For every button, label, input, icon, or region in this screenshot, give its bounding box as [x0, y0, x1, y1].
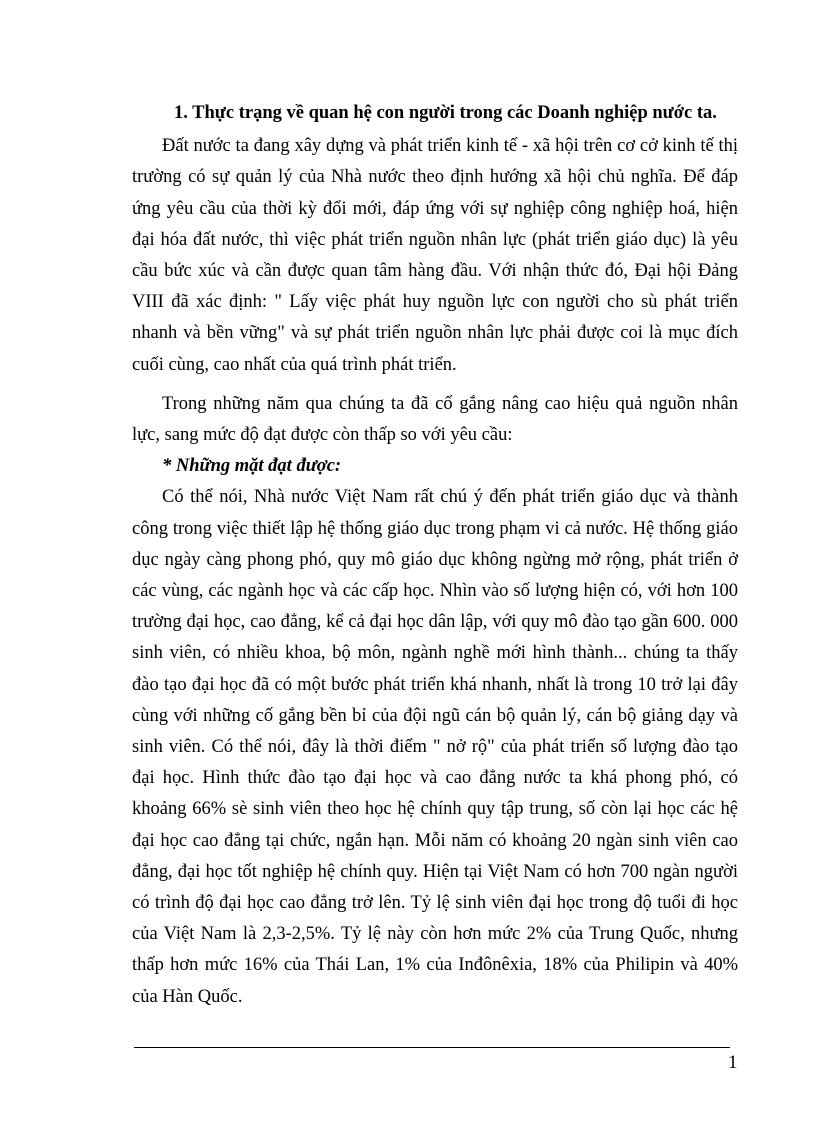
paragraph-achievements: Có thể nói, Nhà nước Việt Nam rất chú ý đến phát triển giáo dục và thành công trong việc thiết lập hệ thống giáo dục trong phạm vi cả nước. Hệ thống giáo dục ngày càng phong phó, quy mô giáo dục không ngừng mở rộng, phát triển ở các vùng, các ngành học và các cấp học. Nhìn vào số lượng hiện có, với hơn 100 trường đại học, cao đẳng, kể cả đại học dân lập, với quy mô đào tạo gần 600. 000 sinh viên, có nhiều khoa, bộ môn, ngành nghề mới hình thành... chúng ta thấy đào tạo đại học đã có một bước phát triển khá nhanh, nhất là trong 10 trở lại đây cùng với những cố gắng bền bỉ của đội ngũ cán bộ quản lý, cán bộ giảng dạy và sinh viên. Có thể nói, đây là thời điểm " nở rộ" của phát triển số lượng đào tạo đại học. Hình thức đào tạo đại học và cao đẳng nước ta khá phong phó, có khoảng 66% sè sinh viên theo học hệ chính quy tập trung, số còn lại học các hệ đại học cao đẳng tại chức, ngắn hạn. Mỗi năm có khoảng 20 ngàn sinh viên cao đẳng, đại học tốt nghiệp hệ chính quy. Hiện tại Việt Nam có hơn 700 ngàn người có trình độ đại học cao đẳng trở lên. Tỷ lệ sinh viên đại học trong độ tuổi đi học của Việt Nam là 2,3-2,5%. Tỷ lệ này còn hơn mức 2% của Trung Quốc, nhưng thấp hơn mức 16% của Thái Lan, 1% của Inđônêxia, 18% của Philipin và 40% của Hàn Quốc.	[132, 487, 738, 1007]
footer-divider	[134, 1047, 730, 1048]
page-body	[132, 98, 738, 1013]
paragraph-efforts: Trong những năm qua chúng ta đã cố gắng nâng cao hiệu quả nguồn nhân lực, sang mức độ đạt được còn thấp so với yêu cầu:	[132, 393, 738, 446]
subsection-heading: * Những mặt đạt được:	[162, 456, 342, 477]
page-number: 1	[728, 1052, 738, 1073]
section-heading: 1. Thực trạng về quan hệ con người trong các Doanh nghiệp nước ta.	[174, 103, 717, 123]
paragraph-intro: Đất nước ta đang xây dựng và phát triển kinh tế - xã hội trên cơ cở kinh tế thị trường có sự quản lý của Nhà nước theo định hướng xã hội chủ nghĩa. Để đáp ứng yêu cầu của thời kỳ đổi mới, đáp ứng với sự nghiệp công nghiệp hoá, hiện đại hóa đất nước, thì việc phát triển nguồn nhân lực (phát triển giáo dục) là yêu cầu bức xúc và cần được quan tâm hàng đầu. Với nhận thức đó, Đại hội Đảng VIII đã xác định: " Lấy việc phát huy nguồn lực con người cho sù phát triển nhanh và bền vững" và sự phát triển nguồn nhân lực phải được coi là mục đích cuối cùng, cao nhất của quá trình phát triển.	[132, 136, 738, 375]
